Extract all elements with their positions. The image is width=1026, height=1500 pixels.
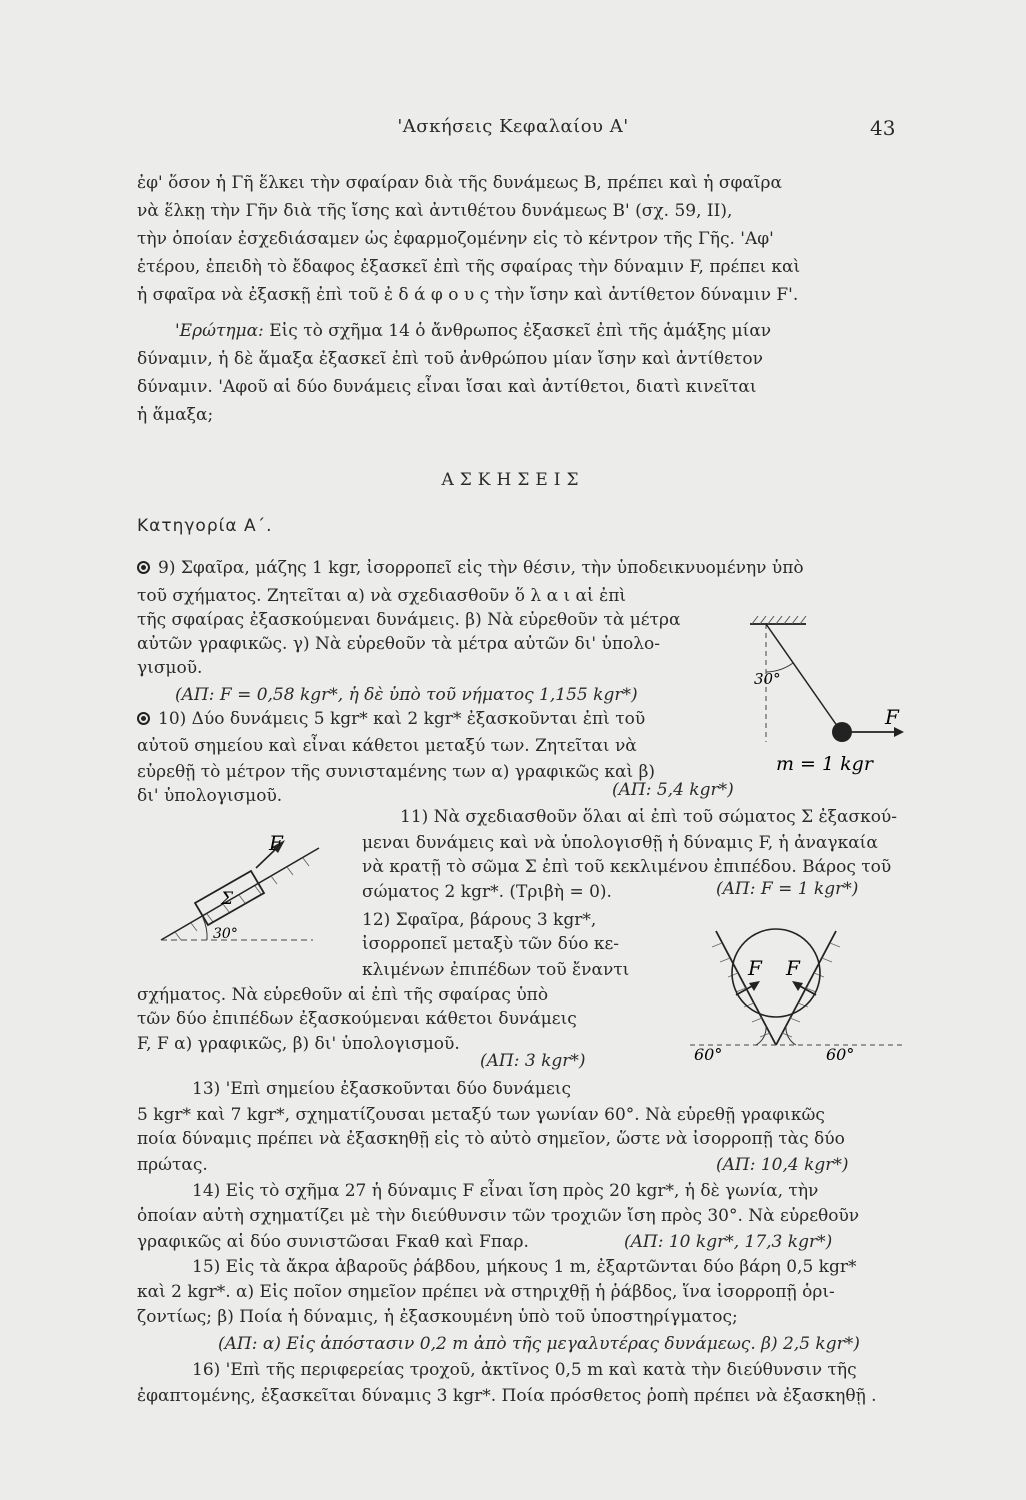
ex9-answer: (ΑΠ: F = 0,58 kgr*, ἡ δὲ ὑπὸ τοῦ νήματος 1,155 kgr*) [175, 685, 638, 705]
ex9-line-2: τοῦ σχήματος. Ζητεῖται α) νὰ σχεδιασθοῦν ὅ λ α ι αἱ ἐπὶ [137, 586, 627, 606]
intro-line-3: τὴν ὁποίαν ἐσχεδιάσαμεν ὡς ἐφαρμοζομένην εἰς τὸ κέντρον τῆς Γῆς. 'Αφ' [137, 229, 774, 249]
ex13-line-4: πρώτας. [137, 1155, 208, 1175]
ex15-line-1: 15) Εἰς τὰ ἄκρα ἀβαροῦς ῥάβδου, μήκους 1 m, ἐξαρτῶνται δύο βάρη 0,5 kgr* [192, 1257, 857, 1277]
ex9-line-4: αὐτῶν γραφικῶς. γ) Νὰ εὑρεθοῦν τὰ μέτρα αὐτῶν δι' ὑπολο- [137, 634, 660, 654]
pendulum-angle-label: 30° [754, 670, 781, 688]
ex9-line-1: 9) Σφαῖρα, μάζης 1 kgr, ἰσορροπεῖ εἰς τὴν θέσιν, τὴν ὑποδεικνυομένην ὑπὸ [158, 558, 804, 578]
pendulum-figure [720, 612, 920, 792]
ex12-line-1: 12) Σφαῖρα, βάρους 3 kgr*, [362, 910, 597, 930]
ex12-line-4: σχήματος. Νὰ εὑρεθοῦν αἱ ἐπὶ τῆς σφαίρας ὑπὸ [137, 985, 549, 1005]
incline-force-label: F [269, 831, 283, 855]
sphere [732, 929, 820, 1017]
pendulum-ball [832, 722, 852, 742]
intro-line-2: νὰ ἕλκῃ τὴν Γῆν διὰ τῆς ἴσης καὶ ἀντιθέτου δυνάμεως B' (σχ. 59, II), [137, 201, 733, 221]
ex10-answer: (ΑΠ: 5,4 kgr*) [612, 780, 734, 800]
ex15-line-3: ζοντίως; β) Ποία ἡ δύναμις, ἡ ἐξασκουμένη ὑπὸ τοῦ ὑποστηρίγματος; [137, 1307, 738, 1327]
incline-figure [155, 828, 335, 948]
ex13-line-3: ποία δύναμις πρέπει νὰ ἐξασκηθῇ εἰς τὸ αὐτὸ σημεῖον, ὥστε νὰ ἰσορροπῇ τὰς δύο [137, 1129, 845, 1149]
vgroove-angle-right-label: 60° [826, 1045, 855, 1064]
ex9-line-1-row [137, 555, 804, 581]
ex12-line-6: F, F α) γραφικῶς, β) δι' ὑπολογισμοῦ. [137, 1034, 460, 1054]
question-line-3: δύναμιν. 'Αφοῦ αἱ δύο δυνάμεις εἶναι ἴσαι καὶ ἀντίθετοι, διατὶ κινεῖται [137, 377, 757, 397]
question-label: 'Ερώτημα: [175, 321, 264, 341]
ex10-line-3: εὑρεθῇ τὸ μέτρον τῆς συνισταμένης των α) γραφικῶς καὶ β) [137, 762, 656, 782]
ex9-line-5: γισμοῦ. [137, 658, 203, 678]
ex10-line-1: 10) Δύο δυνάμεις 5 kgr* καὶ 2 kgr* ἐξασκοῦνται ἐπὶ τοῦ [158, 709, 646, 729]
incline-body-label: Σ [221, 889, 234, 909]
ex13-line-1: 13) 'Επὶ σημείου ἐξασκοῦνται δύο δυνάμεις [192, 1079, 571, 1099]
pendulum-force-label: F [885, 705, 899, 729]
ex15-answer: (ΑΠ: α) Εἰς ἀπόστασιν 0,2 m ἀπὸ τῆς μεγαλυτέρας δυνάμεως. β) 2,5 kgr*) [218, 1334, 860, 1354]
ex10-line-2: αὐτοῦ σημείου καὶ εἶναι κάθετοι μεταξύ των. Ζητεῖται νὰ [137, 736, 637, 756]
ex11-line-3: νὰ κρατῇ τὸ σῶμα Σ ἐπὶ τοῦ κεκλιμένου ἐπιπέδου. Βάρος τοῦ [362, 857, 892, 877]
ex14-line-1: 14) Εἰς τὸ σχῆμα 27 ἡ δύναμις F εἶναι ἴση πρὸς 20 kgr*, ἡ δὲ γωνία, τὴν [192, 1181, 819, 1201]
question-line-4: ἡ ἅμαξα; [137, 405, 214, 425]
ex13-line-2: 5 kgr* καὶ 7 kgr*, σχηματίζουσαι μεταξύ των γωνίαν 60°. Νὰ εὑρεθῇ γραφικῶς [137, 1105, 825, 1125]
ex11-line-2: μεναι δυνάμεις καὶ νὰ ὑπολογισθῇ ἡ δύναμις F, ἡ ἀναγκαία [362, 833, 878, 853]
ex10-line-4: δι' ὑπολογισμοῦ. [137, 786, 283, 806]
ex11-line-4: σώματος 2 kgr*. (Τριβὴ = 0). [362, 882, 612, 902]
pendulum-mass-label: m = 1 kgr [776, 753, 873, 775]
running-header: 'Ασκήσεις Κεφαλαίου Α' [397, 116, 629, 137]
ex16-line-2: ἐφαπτομένης, ἐξασκεῖται δύναμις 3 kgr*. Ποία πρόσθετος ῥοπὴ πρέπει νὰ ἐξασκηθῇ . [137, 1386, 877, 1406]
vgroove-angle-left-label: 60° [694, 1045, 723, 1064]
ex12-line-5: τῶν δύο ἐπιπέδων ἐξασκούμεναι κάθετοι δυνάμεις [137, 1009, 577, 1029]
ex11-line-1: 11) Νὰ σχεδιασθοῦν ὅλαι αἱ ἐπὶ τοῦ σώματος Σ ἐξασκού- [400, 807, 898, 827]
category-heading: Κατηγορία Α΄. [137, 516, 273, 536]
incline-angle-label: 30° [213, 926, 238, 942]
intro-line-5: ἡ σφαῖρα νὰ ἐξασκῇ ἐπὶ τοῦ ἐ δ ά φ ο υ ς τὴν ἴσην καὶ ἀντίθετον δύναμιν F'. [137, 285, 799, 305]
ex12-line-2: ἰσορροπεῖ μεταξὺ τῶν δύο κε- [362, 934, 620, 954]
question-line-1: Εἰς τὸ σχῆμα 14 ὁ ἄνθρωπος ἐξασκεῖ ἐπὶ τῆς ἁμάξης μίαν [269, 321, 772, 341]
ex14-answer: (ΑΠ: 10 kgr*, 17,3 kgr*) [624, 1232, 833, 1252]
intro-line-1: ἐφ' ὅσον ἡ Γῆ ἕλκει τὴν σφαίραν διὰ τῆς δυνάμεως B, πρέπει καὶ ἡ σφαῖρα [137, 173, 783, 193]
ex12-line-3: κλιμένων ἐπιπέδων τοῦ ἔναντι [362, 960, 630, 980]
vgroove-force-left-label: F [748, 956, 762, 980]
ex9-line-3: τῆς σφαίρας ἐξασκούμεναι δυνάμεις. β) Νὰ εὑρεθοῦν τὰ μέτρα [137, 610, 681, 630]
ex11-answer: (ΑΠ: F = 1 kgr*) [716, 879, 859, 899]
ex16-line-1: 16) 'Επὶ τῆς περιφερείας τροχοῦ, ἀκτῖνος 0,5 m καὶ κατὰ τὴν διεύθυνσιν τῆς [192, 1360, 857, 1380]
section-heading: ΑΣΚΗΣΕΙΣ [441, 470, 585, 490]
intro-line-4: ἑτέρου, ἐπειδὴ τὸ ἔδαφος ἐξασκεῖ ἐπὶ τῆς σφαίρας τὴν δύναμιν F, πρέπει καὶ [137, 257, 801, 277]
question-paragraph-start [175, 318, 771, 344]
ex15-line-2: καὶ 2 kgr*. α) Εἰς ποῖον σημεῖον πρέπει νὰ στηριχθῇ ἡ ῥάβδος, ἵνα ἰσορροπῇ ὁρι- [137, 1282, 835, 1302]
ex12-answer: (ΑΠ: 3 kgr*) [480, 1051, 586, 1071]
ex10-line-1-row [137, 706, 645, 732]
question-line-2: δύναμιν, ἡ δὲ ἅμαξα ἐξασκεῖ ἐπὶ τοῦ ἀνθρώπου μίαν ἴσην καὶ ἀντίθετον [137, 349, 763, 369]
difficulty-bullet-icon [137, 712, 150, 725]
difficulty-bullet-icon [137, 561, 150, 574]
ex14-line-3: γραφικῶς αἱ δύο συνιστῶσαι Fκαθ καὶ Fπαρ. [137, 1232, 529, 1252]
vgroove-force-right-label: F [786, 956, 800, 980]
ex13-answer: (ΑΠ: 10,4 kgr*) [716, 1155, 849, 1175]
vgroove-figure [688, 905, 920, 1075]
page-number: 43 [870, 116, 896, 140]
ex14-line-2: ὁποίαν αὐτὴ σχηματίζει μὲ τὴν διεύθυνσιν τῶν τροχιῶν ἴση πρὸς 30°. Νὰ εὑρεθοῦν [137, 1206, 860, 1226]
